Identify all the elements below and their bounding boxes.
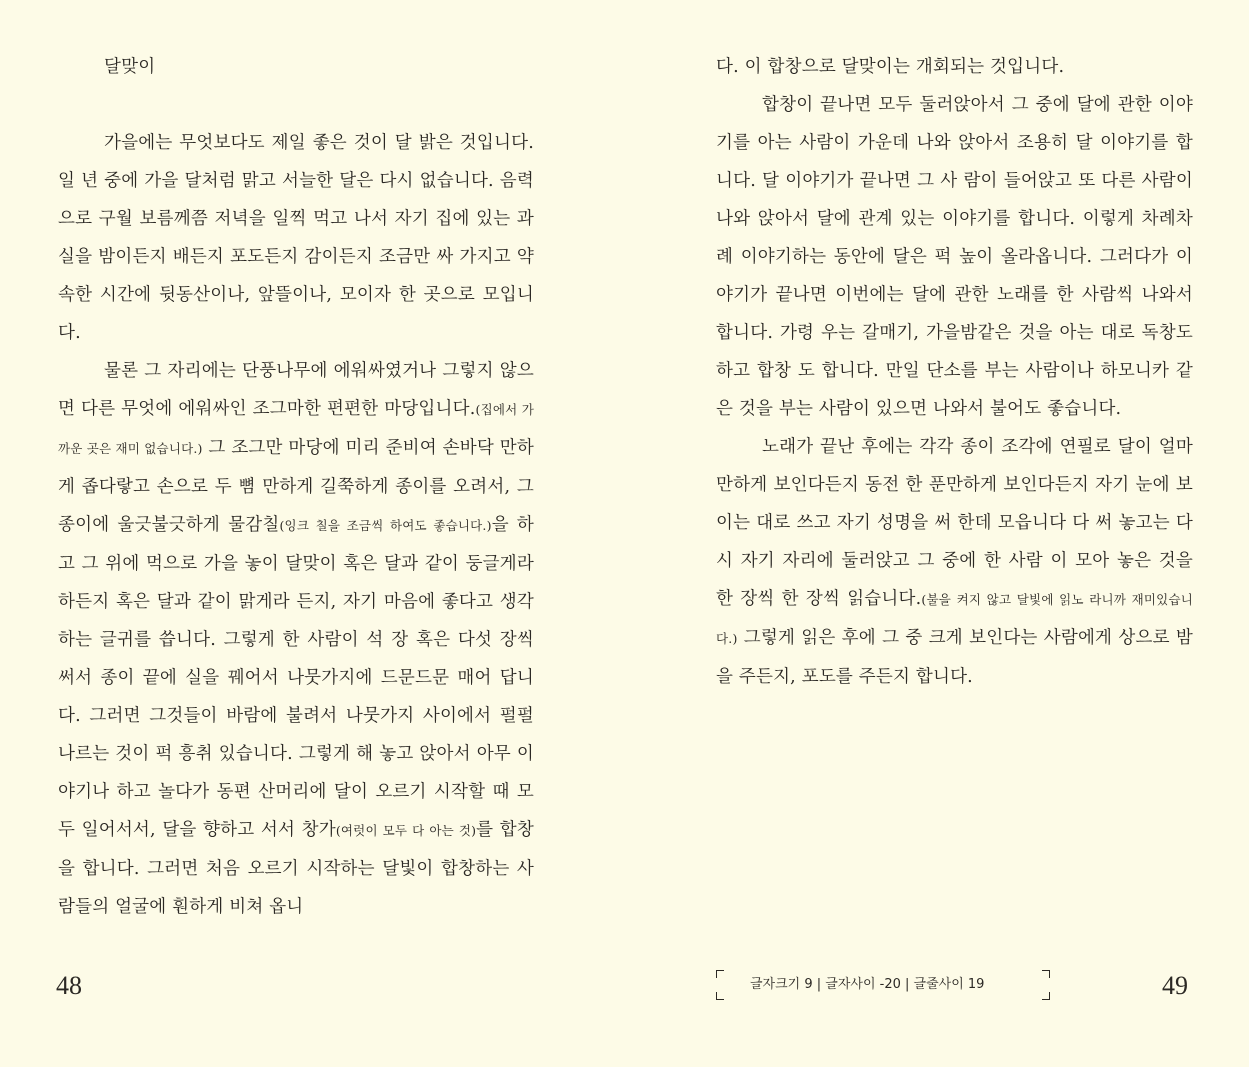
paragraph xyxy=(58,352,534,926)
paragraph-text: 다. 이 합창으로 달맞이는 개회되는 것입니다. xyxy=(716,57,1065,77)
corner-bracket-icon xyxy=(716,992,724,1000)
page-number-left: 48 xyxy=(56,971,82,1000)
paragraph-text: 그렇게 읽은 후에 그 중 크게 보인다는 사람에게 상으로 밤을 주든지, 포도를 주든지 합니다. xyxy=(716,628,1193,687)
corner-bracket-icon xyxy=(1042,992,1050,1000)
parenthetical-note: (집에서 가까운 곳은 재미 없습니다.) xyxy=(58,402,534,456)
right-paragraphs xyxy=(716,48,1193,696)
corner-bracket-icon xyxy=(1042,970,1050,978)
page-number-right: 49 xyxy=(1162,971,1188,1000)
paragraph xyxy=(58,124,534,352)
parenthetical-note: (여럿이 모두 다 아는 것) xyxy=(335,823,477,838)
paragraph-text: 를 합창을 합니다. 그러면 처음 오르기 시작하는 달빛이 합창하는 사람들의 얼굴에 훤하게 비쳐 옵니 xyxy=(58,820,535,917)
typography-spec-label: 글자크기 9 | 글자사이 -20 | 글줄사이 19 xyxy=(750,977,985,992)
story-title: 달맞이 xyxy=(104,57,156,77)
paragraph-text: 노래가 끝난 후에는 각각 종이 조각에 연필로 달이 얼마만하게 보인다든지 동전 한 푼만하게 보인다든지 자기 눈에 보이는 대로 쓰고 자기 성명을 써 한데 모읍니다 다 써 놓고는 다시 자기 자리에 둘러앉고 그 중에 한 사람 이 모아 놓은 것을 한 장씩 한 장씩 읽습니다. xyxy=(716,437,1193,609)
paragraph xyxy=(716,428,1193,696)
paragraph xyxy=(716,86,1193,428)
left-page xyxy=(0,0,624,1067)
typography-spec-box xyxy=(716,970,1050,1000)
paragraph-text: 물론 그 자리에는 단풍나무에 에워싸였거나 그렇지 않으면 다른 무엇에 에워싸인 조그마한 편편한 마당입니다. xyxy=(58,361,534,419)
parenthetical-note: (불을 켜지 않고 달빛에 읽노 라니까 재미있습니다.) xyxy=(716,592,1194,646)
paragraph-text: 가을에는 무엇보다도 제일 좋은 것이 달 밝은 것입니다. 일 년 중에 가을 달처럼 맑고 서늘한 달은 다시 없습니다. 음력으로 구월 보름께쯤 저녁을 일찍 먹고 나서 자기 집에 있는 과실을 밤이든지 배든지 포도든지 감이든지 조금만 싸 가지고 약속한 시간에 뒷동산이나, 앞뜰이나, 모이자 한 곳으로 모입니다. xyxy=(58,133,534,343)
left-paragraphs xyxy=(58,124,534,926)
parenthetical-note: (잉크 칠을 조금씩 하여도 좋습니다.) xyxy=(279,518,492,533)
right-page xyxy=(624,0,1249,1067)
left-page-text xyxy=(58,48,534,926)
paragraph-text: 을 하고 그 위에 먹으로 가을 놓이 달맞이 혹은 달과 같이 둥글게라 하든지 혹은 달과 같이 맑게라 든지, 자기 마음에 좋다고 생각하는 글귀를 씁니다. 그렇게 한 사람이 석 장 혹은 다섯 장씩 써서 종이 끝에 실을 꿰어서 나뭇가지에 드문드문 매어 답니다. 그러면 그것들이 바람에 불려서 나뭇가지 사이에서 펄펄 나르는 것이 퍽 흥취 있습니다. 그렇게 해 놓고 앉아서 아무 이야기나 하고 놀다가 동편 산머리에 달이 오르기 시작할 때 모두 일어서서, 달을 향하고 서서 창가 xyxy=(58,515,534,840)
right-page-text xyxy=(716,48,1193,696)
paragraph-text: 합창이 끝나면 모두 둘러앉아서 그 중에 달에 관한 이야기를 아는 사람이 가운데 나와 앉아서 조용히 달 이야기를 합니다. 달 이야기가 끝나면 그 사 람이 들어앉고 또 다른 사람이 나와 앉아서 달에 관계 있는 이야기를 합니다. 이렇게 차례차례 이야기하는 동안에 달은 퍽 높이 올라옵니다. 그러다가 이야기가 끝나면 이번에는 달에 관한 노래를 한 사람씩 나와서 합니다. 가령 우는 갈매기, 가을밤같은 것을 아는 대로 독창도 하고 합창 도 합니다. 만일 단소를 부는 사람이나 하모니카 같은 것을 부는 사람이 있으면 나와서 불어도 좋습니다. xyxy=(716,95,1193,419)
paragraph xyxy=(716,48,1193,86)
corner-bracket-icon xyxy=(716,970,724,978)
title-spacer xyxy=(58,86,534,124)
paragraph-text: 그 조그만 마당에 미리 준비여 손바닥 만하게 좁다랗고 손으로 두 뼘 만하게 길쭉하게 종이를 오려서, 그 종이에 울긋불긋하게 물감칠 xyxy=(58,438,534,535)
